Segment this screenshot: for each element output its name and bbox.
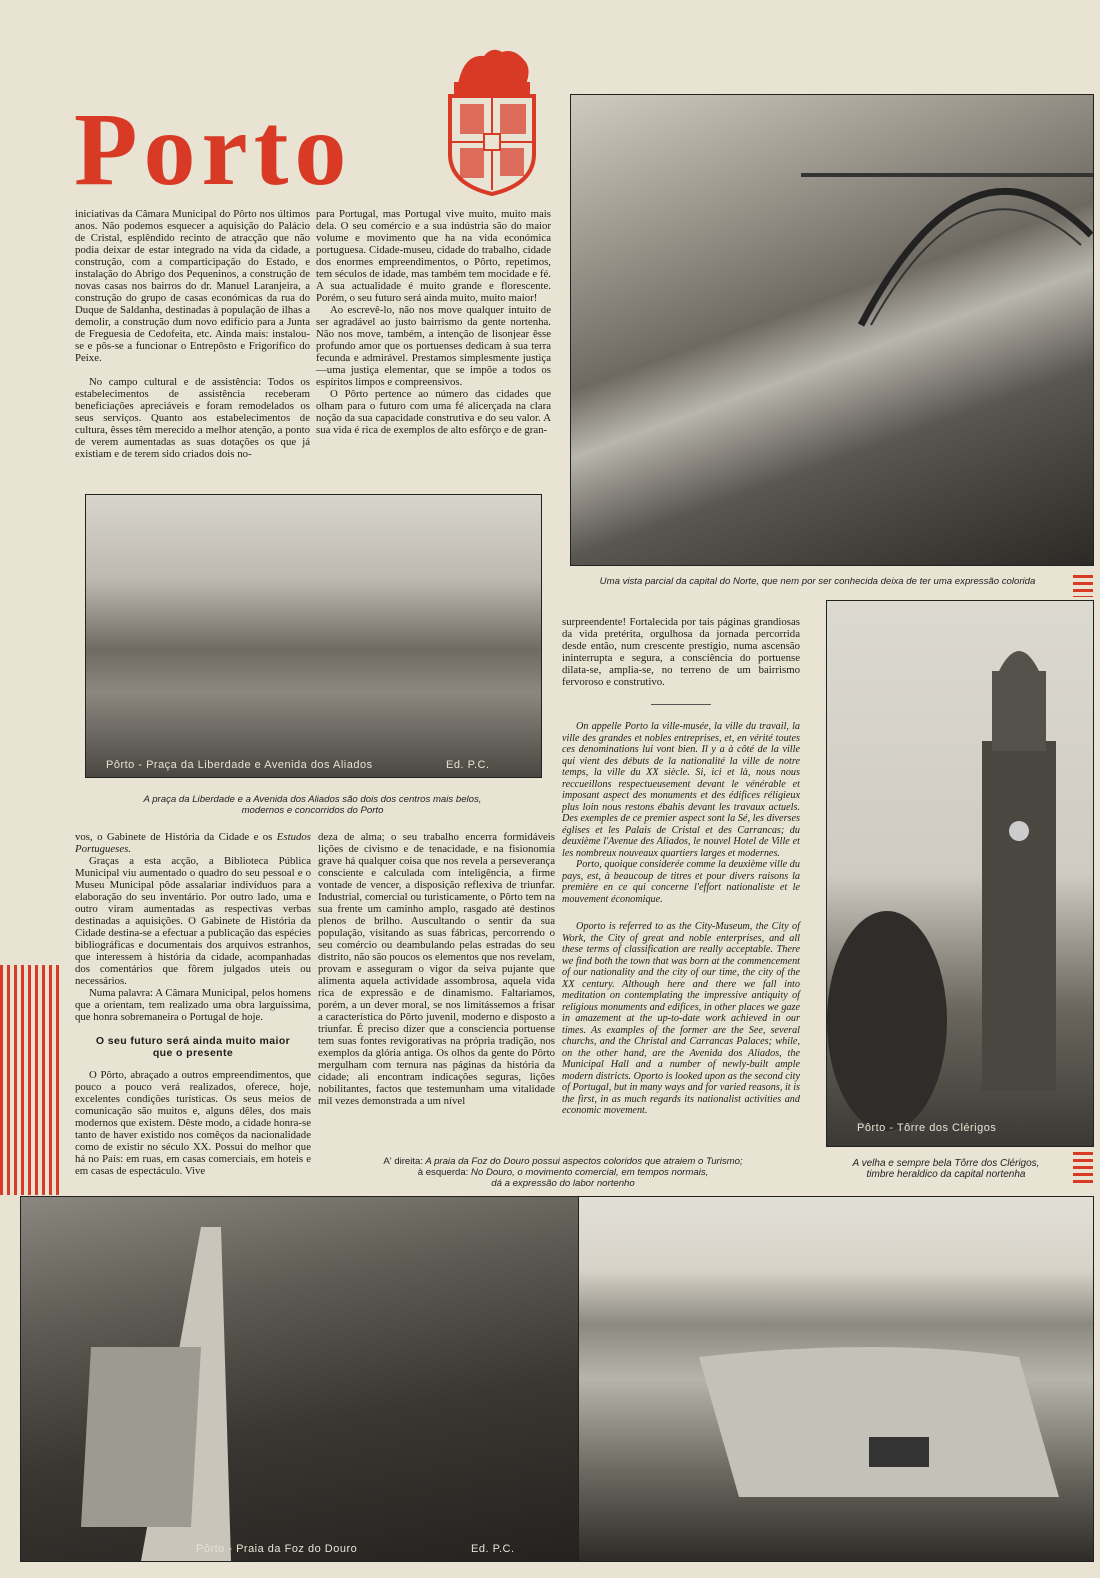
paragraph: deza de alma; o seu trabalho encerra formidáveis lições de civismo e de tenacidade, e na fisionomia grave há qualquer coisa que nos revela a perseverança consciente e calculada com inteligência, a firme vontade de vencer, a disposição reflexiva de triunfar. Industrial, comercial ou turisticamente, o Pôrto tem na sua frente um caminho amplo, rasgado até destinos plenos de brilho. Auscultando o sentir da sua população, visitando as suas fábricas, percorrendo o seu comércio ou deambulando pelas estradas do seu distrito, não são poucos os elementos que nos revelam, provam e asseguram o vigor da seiva pujante que alimenta aquela actividade assombrosa, aquela vida rica de expressão e de dinamismo. Faltariamos, porém, a un dever moral, se nos limitássemos a frisar a característica do Pôrto juvenil, moderno e disposto a triunfar. É preciso dizer que a consciencia portuense tem suas fontes revigorativas na própria tradição, nos exemplos da glória antiga. Os olhos da gente do Pôrto mergulham com ternura nas páginas da história da cidade; ali encontram indicações seguras, lições nobilitantes, factos que testemunham uma vitalidade mil vezes demonstrada a um nível (318, 831, 555, 1107)
river-view-photo (570, 94, 1094, 566)
text-italic: Estudos Portugueses. (75, 831, 311, 855)
plaza-photo (85, 494, 542, 778)
caption-text: A praia da Foz do Douro possui aspectos coloridos que atraiem o Turismo; (425, 1156, 743, 1167)
decorative-wave-icon (1073, 1152, 1093, 1184)
caption-line: A velha e sempre bela Tôrre dos Clérigos, (852, 1158, 1040, 1169)
caption-text: No Douro, o movimento comercial, em tempos normais, (471, 1167, 709, 1178)
subheading (75, 1035, 311, 1059)
page-title: Porto (74, 92, 353, 207)
river-view-caption: Uma vista parcial da capital do Norte, que nem por ser conhecida deixa de ter uma expressão colorida (599, 576, 1036, 587)
clerigos-tower-photo (826, 600, 1094, 1147)
article-column-1 (75, 208, 310, 460)
coat-of-arms-icon (444, 44, 538, 196)
clerigos-caption (826, 1158, 1066, 1180)
paragraph-fr: Porto, quoique considerée comme la deuxième ville du pays, est, à beaucoup de titres et pour divers raisons la première en ce qui concerne l'effort nationaliste et le mouvement économique. (562, 859, 800, 905)
subheading-line: O seu futuro será ainda muito maior (95, 1035, 291, 1047)
caption-line: A praça da Liberdade e a Avenida dos Aliados são dois dos centros mais belos, (143, 794, 482, 805)
paragraph: Ao escrevê-lo, não nos move qualquer intuito de ser agradável ao justo bairrismo da gente nortenha. Não nos move, também, a intenção de lisonjear êsse profundo amor que os portuenses dedicam à sua terra fecunda e admirável. Prestamos simplesmente justiça—uma justiça elementar, que se impõe a todos os espíritos limpos e compreensivos. (316, 304, 551, 388)
decorative-wave-icon (1073, 575, 1093, 597)
foz-photo-publisher: Ed. P.C. (471, 1543, 515, 1555)
right-text-column (562, 616, 800, 1117)
paragraph: para Portugal, mas Portugal vive muito, muito mais dela. O seu comércio e a sua indústria são do maior volume e movimento que ha na vida económica portuguesa. Cidade-museu, cidade do trabalho, cidade dos enormes empreendimentos, o Pôrto, repetimos, tem séculos de idade, mas também tem mocidade e fé. A sua actualidade é muito grande e florescente. Porém, o seu futuro será ainda muito, muito maior! (316, 208, 551, 304)
caption-text: dá a expressão do labor nortenho (491, 1178, 635, 1189)
foz-do-douro-photo (20, 1196, 579, 1562)
decorative-zigzag-strip (0, 965, 62, 1195)
plaza-photo-publisher: Ed. P.C. (446, 759, 490, 771)
paragraph: Numa palavra: A Câmara Municipal, pelos homens que a orientam, tem realizado uma obra larguíssima, que honra sobremaneira o Portugal de hoje. (75, 987, 311, 1023)
paragraph: O Pôrto pertence ao número das cidades que olham para o futuro com uma fé alicerçada na clara noção da sua capacidade construtiva e do seu valor. A sua vida é rica de exemplos de alto esfôrço e de gran- (316, 388, 551, 436)
bottom-column-1 (75, 831, 311, 1177)
caption-prefix: à esquerda: (417, 1167, 469, 1178)
paragraph: iniciativas da Câmara Municipal do Pôrto nos últimos anos. Não podemos esquecer a aquisição do Palácio de Cristal, esplêndido recinto de atracção que não podia deixar de estar integrado na vida da cidade, a construção, com a comparticipação do Estado, e instalação do Abrigo dos Pequeninos, a construção de novas casas nos bairros do dr. Manuel Laranjeira, a construção do grupo de casas económicas da rua do Duque de Saldanha, destinadas à população de ilhas a demolir, a construção dum novo edifício para a Junta de Freguesia de Cedofeita, etc. Ainda mais: instalou-se e pôs-se a funcionar o Entrepôsto e Frigorífico do Peixe. (75, 208, 310, 364)
paragraph: No campo cultural e de assistência: Todos os estabelecimentos de assistência receberam beneficiações apreciáveis e foram remodelados os seus serviços. Quanto aos estabelecimentos de cultura, êsses têm merecido a melhor atenção, a ponto de verem aumentadas as suas dotações os que já existiam e de terem sido criados dois no- (75, 376, 310, 460)
caption-prefix: A' direita: (383, 1156, 424, 1167)
paragraph-fr: On appelle Porto la ville-musée, la ville du travail, la ville des grandes et nobles entreprises, et, en vérité toutes ces denominations lui vont bien. Il y a à côté de la ville qui vient des débuts de la nationalité la ville de notre temps, la ville du XX siècle. Si, ici et là, nous nous reccueillons respectueusement devant le vénérable et imposant aspect des monuments et des édifices réligieux plus loin nous restons ébahis devant les travaux actuels. Des exemples de ce premier aspect sont la Sé, les diverses églises et les Palais de Cristal et des Carrancas; du deuxième l'Avenue des Aliados, le nouvel Hotel de Ville et les nombreux nouveaux quartiers larges et modernes. (562, 721, 800, 859)
paragraph: surpreendente! Fortalecida por tais páginas grandiosas da vida pretérita, orgulhosa da jornada percorrida desde então, num crescente prestígio, numa ascensão ininterrupta e segura, a consciência do portuense dilata-se, amplia-se, no terreno de um bairrismo fervoroso e construtivo. (562, 616, 800, 688)
caption-line: timbre heraldico da capital nortenha (866, 1169, 1026, 1180)
paragraph: O Pôrto, abraçado a outros empreendimentos, que pouco a pouco verá realizados, oferece, hoje, excelentes condições turísticas. Os seus meios de comunicação são muitos e, alguns dêles, dos mais modernos que existem. Dêste modo, a cidade honra-se tanto de haver existido nos comêços da nacionalidade como de existir no século XX. Possui do melhor que há no País: em ruas, em casas comerciais, em hoteis e em casas de espectáculo. Vive (75, 1069, 311, 1177)
douro-harbor-photo (578, 1196, 1094, 1562)
article-column-2 (316, 208, 551, 436)
foz-photo-label: Pôrto - Praia da Foz do Douro (196, 1543, 358, 1555)
plaza-photo-label: Pôrto - Praça da Liberdade e Avenida dos Aliados (106, 759, 373, 771)
paragraph-en: Oporto is referred to as the City-Museum, the City of Work, the City of great and noble enterprises, and all these terms of classification are really acceptable. There we find both the town that was born at the commencement of our nationality and the city of our time, the city of the XX century. Although here and there we fall into meditation on contemplating the impressive antiquity of religious monuments and edifices, in other places we gaze in amazement at the up-to-date work achieved in our times. As examples of the former are the See, several churchs, and the Christal and Carrancas Palaces; while, on the other hand, are the Avenida dos Aliados, the Municipal Hall and a number of newly-built ample modern districts. Oporto is looked upon as the second city of Portugal, but in many ways and for varied reasons, it is the first, in as much regards its nationalist activities and economic movement. (562, 921, 800, 1116)
subheading-line: que o presente (152, 1047, 234, 1059)
paragraph: Graças a esta acção, a Biblioteca Pública Municipal viu aumentado o quadro do seu pessoal e o Museu Municipal pôde assalariar indivíduos para a elaboração do seu inventário. Por outro lado, uma e outro viram aumentadas as respectivas verbas destinadas a aquisições. O Gabinete de História da Cidade destina-se a efectuar a publicação das espécies bibliográficas e documentais dos arquivos estranhos, que interessem à história da cidade, acompanhadas dos comentários que fôrem julgados uteis ou necessários. (75, 855, 311, 987)
clerigos-photo-label: Pôrto - Tôrre dos Clérigos (857, 1122, 997, 1134)
caption-line: modernos e concorridos do Porto (241, 805, 384, 816)
divider (651, 704, 711, 705)
text: vos, o Gabinete de História da Cidade e os (75, 831, 273, 843)
bottom-photos-caption (318, 1156, 808, 1189)
plaza-caption (85, 794, 540, 816)
bottom-column-2 (318, 831, 555, 1107)
